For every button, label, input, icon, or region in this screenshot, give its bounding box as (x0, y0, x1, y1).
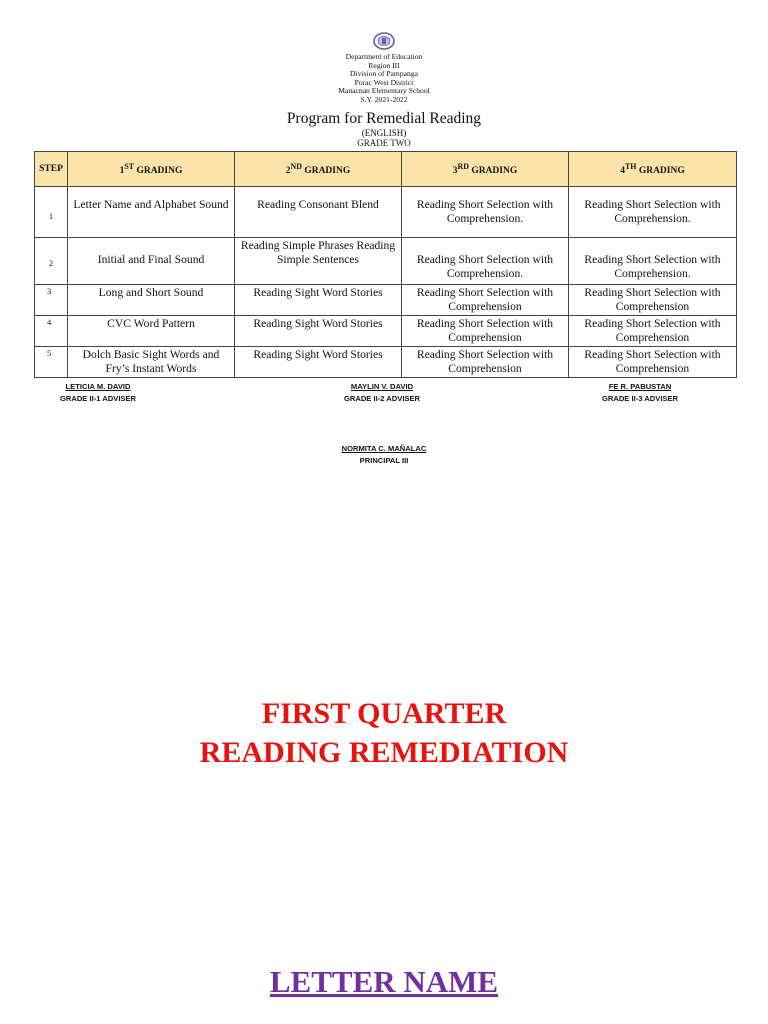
header-grading-2: 2ND GRADING (235, 152, 402, 187)
signatory-role: GRADE II-3 ADVISER (601, 394, 679, 403)
header-line: Manacnan Elementary School (338, 86, 430, 96)
table-row (35, 316, 737, 347)
table-row (35, 238, 737, 285)
signatory-name: NORMITA C. MAÑALAC (341, 444, 427, 453)
deped-seal-icon (373, 32, 395, 50)
table-cell: Initial and Final Sound (68, 238, 235, 285)
signatory-name: MAYLIN V. DAVID (350, 382, 414, 391)
table-cell: Reading Consonant Blend (235, 187, 402, 238)
table-cell: Reading Short Selection with Comprehension. (402, 187, 569, 238)
step-cell: 2 (35, 238, 68, 285)
table-row (35, 187, 737, 238)
remedial-plan-table (34, 151, 737, 378)
header-line: Division of Pampanga (350, 69, 418, 79)
table-cell: CVC Word Pattern (68, 316, 235, 347)
header-block (0, 53, 768, 105)
table-header-row (35, 152, 737, 187)
table-cell: Reading Short Selection with Comprehension (402, 316, 569, 347)
header-line: S.Y. 2021-2022 (360, 94, 408, 104)
table-row (35, 347, 737, 378)
signature-principal (324, 444, 444, 465)
header-line: Region III (368, 60, 400, 70)
signature-adviser-3 (580, 382, 700, 403)
section-heading: LETTER NAME (269, 964, 499, 999)
signature-adviser-1 (38, 382, 158, 403)
table-cell: Reading Short Selection with Comprehension (569, 285, 737, 316)
table-cell: Reading Short Selection with Comprehension. (569, 238, 737, 285)
step-cell: 5 (35, 347, 68, 378)
header-line: Department of Education (345, 52, 423, 61)
header-grading-1: 1ST GRADING (68, 152, 235, 187)
signatory-role: PRINCIPAL III (359, 456, 409, 465)
table-cell: Dolch Basic Sight Words and Fry’s Instant Words (68, 347, 235, 378)
header-grading-4: 4TH GRADING (569, 152, 737, 187)
signatory-name: FE R. PABUSTAN (608, 382, 672, 391)
table-cell: Reading Short Selection with Comprehension (569, 347, 737, 378)
table-row (35, 285, 737, 316)
table-cell: Reading Short Selection with Comprehension (402, 285, 569, 316)
table-cell: Reading Sight Word Stories (235, 285, 402, 316)
program-title: Program for Remedial Reading (286, 110, 482, 127)
signatory-role: GRADE II-2 ADVISER (343, 394, 421, 403)
step-cell: 4 (35, 316, 68, 347)
grade-label: GRADE TWO (357, 138, 411, 148)
table-cell: Long and Short Sound (68, 285, 235, 316)
table-cell: Reading Short Selection with Comprehension. (569, 187, 737, 238)
table-cell: Reading Short Selection with Comprehension. (402, 238, 569, 285)
subject-grade (0, 128, 768, 148)
signatory-name: LETICIA M. DAVID (65, 382, 131, 391)
header-line: Porac West District (354, 77, 414, 87)
table-cell: Reading Sight Word Stories (235, 347, 402, 378)
table-cell: Letter Name and Alphabet Sound (68, 187, 235, 238)
table-cell: Reading Sight Word Stories (235, 316, 402, 347)
table-cell: Reading Short Selection with Comprehension (402, 347, 569, 378)
header-grading-3: 3RD GRADING (402, 152, 569, 187)
table-cell: Reading Simple Phrases Reading Simple Sentences (235, 238, 402, 285)
banner-line-1: FIRST QUARTER (261, 697, 507, 730)
signatory-role: GRADE II-1 ADVISER (59, 394, 137, 403)
step-cell: 3 (35, 285, 68, 316)
step-cell: 1 (35, 187, 68, 238)
subject-label: (ENGLISH) (361, 128, 407, 138)
table-cell: Reading Short Selection with Comprehension (569, 316, 737, 347)
banner-line-2: READING REMEDIATION (199, 736, 569, 769)
signature-adviser-2 (322, 382, 442, 403)
header-step: STEP (35, 152, 68, 187)
